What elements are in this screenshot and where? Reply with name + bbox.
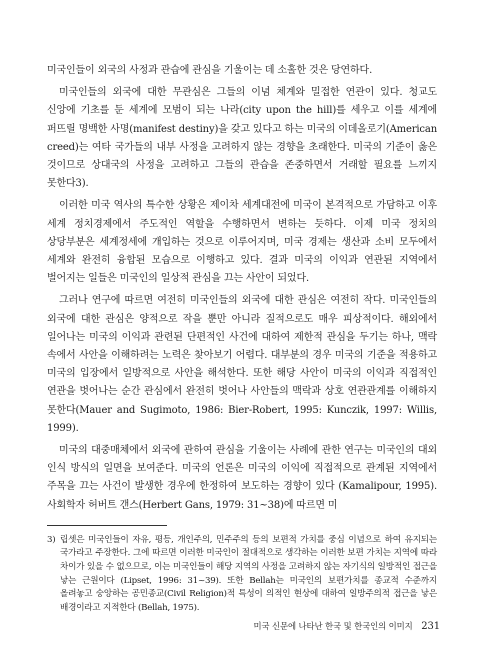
document-page [47,62,437,615]
running-footer [253,620,440,632]
footnote-divider [47,525,167,526]
footnote-text: 립셋은 미국인들이 자유, 평등, 개인주의, 민주주의 등의 보편적 가치를 중심 이념으로 하여 유지되는 국가라고 주장한다. 그에 따르면 이러한 미국인이 절대적으로 생각하는 이러한 보편 가치는 지역에 따라 차이가 있을 수 없으므로, 이는 미국인들이 해당 지역의 사정을 고려하지 않는 자기식의 일방적인 접근을 낳는 근원이다 (Lipset, 1996: 31~39). 또한 Bellah는 미국인의 보편가치를 종교적 수준까지 올려놓고 숭앙하는 공민종교(Civil Religion)적 특성이 의적인 현상에 대하여 일방주의적 접근을 낳은 배경이라고 지적한다 (Bellah, 1975). [60,534,437,613]
body-paragraph: 그러나 연구에 따르면 여전히 미국인들의 외국에 대한 관심은 여전히 작다. 미국인들의 외국에 대한 관심은 양적으로 작을 뿐만 아니라 질적으로도 매우 피상적이다. 해외에서 일어나는 미국의 이익과 관련된 단편적인 사건에 대하여 제한적 관심을 두기는 하나, 맥락 속에서 사안을 이해하려는 노력은 찾아보기 어렵다. 대부분의 경우 미국의 기준을 적용하고 미국의 입장에서 일방적으로 사안을 해석한다. 또한 해당 사안이 미국의 이익과 직접적인 연관을 벗어나는 순간 관심에서 완전히 벗어나 사안들의 맥락과 상호 연관관계를 이해하지 못한다(Mauer and Sugimoto, 1986: Bier-Robert, 1995: Kunczik, 1997: Willis, 1999). [47,295,437,434]
footnote [47,534,437,616]
page-number: 231 [421,621,440,632]
running-title: 미국 신문에 나타난 한국 및 한국인의 이미지 [253,621,413,631]
footnote-marker: 3) [47,534,56,545]
body-paragraph: 미국의 대중매체에서 외국에 관하여 관심을 기울이는 사례에 관한 연구는 미국인의 대외 인식 방식의 일면을 보여준다. 미국의 언론은 미국의 이익에 직접적으로 관계된 지역에서 주목을 끄는 사건이 발생한 경우에 한정하여 보도하는 경향이 있다 (Kamalipour, 1995). 사회학자 허버트 갠스(Herbert Gans, 1979: 31~38)에 따르면 미 [47,445,437,511]
body-paragraph: 미국인들의 외국에 대한 무관심은 그들의 이념 체계와 밀접한 연관이 있다. 청교도 신앙에 기초를 둔 세계에 모범이 되는 나라(city upon the hill)를 세우고 이를 세계에 퍼뜨릴 명백한 사명(manifest destiny)을 갖고 있다고 하는 미국의 이데올로기(American creed)는 여타 국가들의 내부 사정을 고려하지 않는 경향을 초래한다. 미국의 기준이 옳은 것이므로 상대국의 사정을 고려하고 그들의 관습을 존중하면서 거래할 필요를 느끼지 못한다3). [47,87,437,190]
body-paragraph: 미국인들이 외국의 사정과 관습에 관심을 기울이는 데 소홀한 것은 당연하다. [47,65,373,76]
body-paragraph: 이러한 미국 역사의 특수한 상황은 제이차 세계대전에 미국이 본격적으로 가담하고 이후 세계 정치경제에서 주도적인 역할을 수행하면서 변하는 듯하다. 이제 미국 정치의 상당부분은 세계정세에 개입하는 것으로 이루어지며, 미국 경제는 생산과 소비 모두에서 세계와 완전히 융합된 모습으로 이행하고 있다. 결과 미국의 이익과 연관된 지역에서 벌어지는 일들은 미국인의 일상적 관심을 끄는 사안이 되었다. [47,200,437,285]
